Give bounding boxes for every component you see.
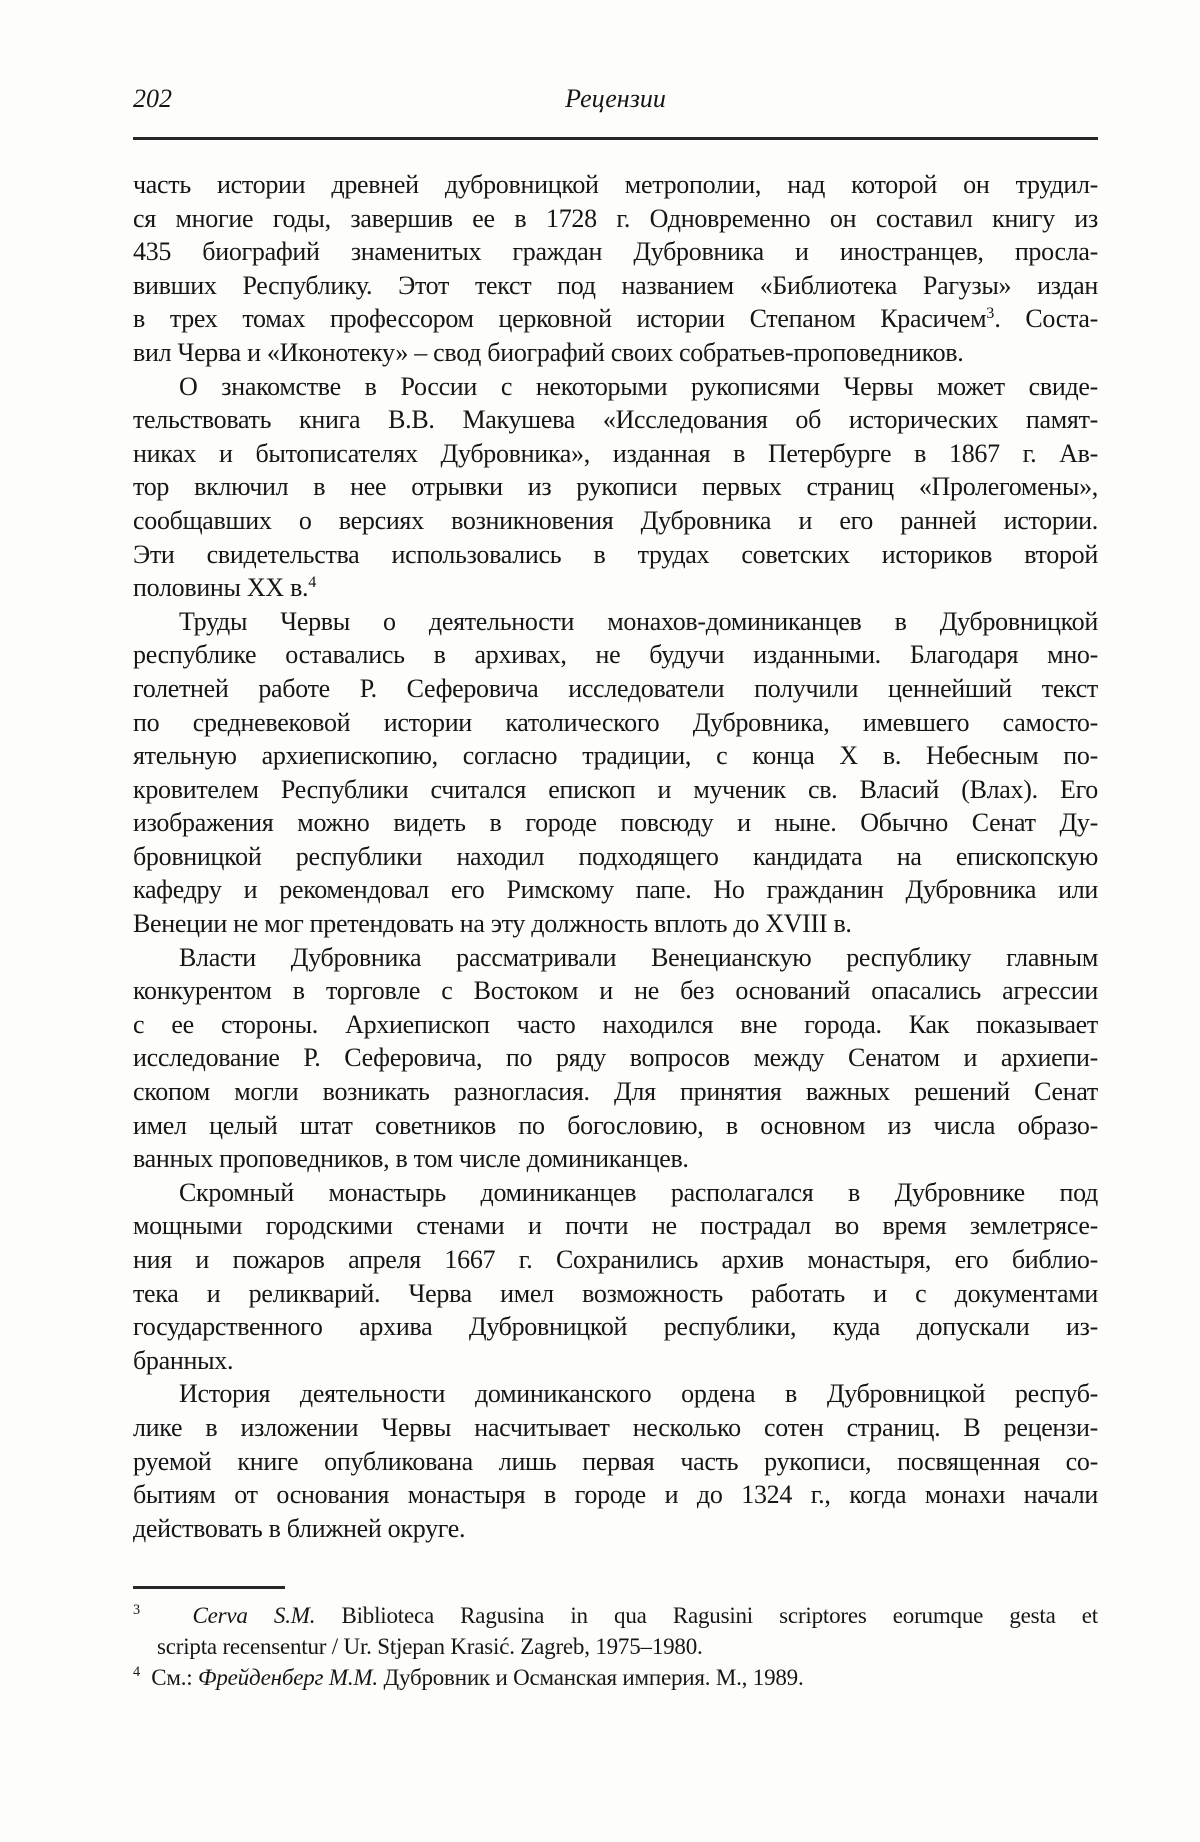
body-line-text: бытиям от основания монастыря в городе и до 1324 г., когда монахи начали — [133, 1480, 1098, 1510]
body-line-text: Труды Червы о деятельности монахов-доминиканцев в Дубровницкой — [179, 606, 1098, 636]
body-line-text: никах и бытописателях Дубровника», изданная в Петербурге в 1867 г. Ав- — [133, 438, 1098, 468]
body-line-text: 435 биографий знаменитых граждан Дубровника и иностранцев, просла- — [133, 237, 1098, 267]
footnote-4-text: Дубровник и Османская империя. М., 1989. — [377, 1665, 804, 1690]
body-line — [133, 168, 1098, 202]
body-line-text: часть истории древней дубровницкой метрополии, над которой он трудил- — [133, 170, 1098, 199]
body-line-text: тор включил в нее отрывки из рукописи первых страниц «Пролегомены», — [133, 472, 1098, 502]
body-line — [133, 403, 1098, 437]
body-line — [133, 370, 1098, 404]
footnote-separator-rule — [133, 1586, 285, 1589]
body-line — [133, 1445, 1098, 1479]
body-line — [133, 1109, 1098, 1143]
body-line-text: конкурентом в торговле с Востоком и не без оснований опасались агрессии — [133, 976, 1098, 1006]
footnote-3-line-2: scripta recensentur / Ur. Stjepan Krasić. Zagreb, 1975–1980. — [157, 1634, 703, 1659]
body-line-text: изображения можно видеть в городе повсюду и ныне. Обычно Сенат Ду- — [133, 808, 1098, 838]
body-line-text: голетней работе Р. Сеферовича исследователи получили ценнейший текст — [133, 673, 1098, 703]
body-line-text: вивших Республику. Этот текст под названием «Библиотека Рагузы» издан — [133, 270, 1098, 300]
body-line — [133, 840, 1098, 874]
body-line — [133, 538, 1098, 572]
body-line — [133, 1478, 1098, 1512]
body-line — [133, 672, 1098, 706]
body-line — [133, 504, 1098, 538]
body-line-text: государственного архива Дубровницкой республики, куда допускали из- — [133, 1312, 1098, 1342]
footnote-4-prefix: См.: — [151, 1665, 199, 1690]
body-line — [133, 974, 1098, 1008]
footnote-4-marker: 4 — [133, 1664, 141, 1680]
body-line — [133, 605, 1098, 639]
body-line-text: скопом могли возникать разногласия. Для принятия важных решений Сенат — [133, 1077, 1098, 1107]
body-line — [133, 1243, 1098, 1277]
body-line — [133, 1310, 1098, 1344]
body-line-text: ванных проповедников, в том числе доминиканцев. — [133, 1144, 689, 1174]
body-line-text: бранных. — [133, 1345, 234, 1375]
body-line — [133, 336, 1098, 370]
body-line-text: кафедру и рекомендовал его Римскому папе. Но гражданин Дубровника или — [133, 875, 1098, 905]
body-line-text: мощными городскими стенами и почти не пострадал во время землетрясе- — [133, 1211, 1098, 1241]
body-line-text: История деятельности доминиканского ордена в Дубровницкой респуб- — [179, 1379, 1098, 1409]
body-line — [133, 235, 1098, 269]
body-line — [133, 1344, 1098, 1378]
body-line-text: Венеции не мог претендовать на эту должность вплоть до XVIII в. — [133, 909, 852, 939]
body-line — [133, 907, 1098, 941]
body-line — [133, 1411, 1098, 1445]
body-line-text: Власти Дубровника рассматривали Венецианскую республику главным — [179, 942, 1098, 972]
footnote-4-line — [133, 1662, 1098, 1693]
body-line-text: тельствовать книга В.В. Макушева «Исследования об исторических памят- — [133, 405, 1098, 435]
body-line-text: с ее стороны. Архиепископ часто находился вне города. Как показывает — [133, 1009, 1098, 1039]
footnote-3-marker: 3 — [133, 1602, 141, 1618]
footnote-4-author: Фрейденберг М.М. — [198, 1665, 378, 1690]
header-rule — [133, 137, 1098, 140]
body-line — [133, 638, 1098, 672]
footnote-reference: 3 — [986, 305, 995, 323]
body-line — [133, 1277, 1098, 1311]
body-line — [133, 873, 1098, 907]
body-line — [133, 470, 1098, 504]
running-head — [133, 84, 1098, 118]
body-line — [133, 773, 1098, 807]
body-line-text: тека и реликварий. Черва имел возможность работать и с документами — [133, 1278, 1098, 1308]
body-line-text: в трех томах профессором церковной истории Степаном Красичем — [133, 304, 987, 334]
body-line — [133, 739, 1098, 773]
body-line — [133, 941, 1098, 975]
body-line — [133, 1512, 1098, 1546]
body-line-text: О знакомстве в России с некоторыми рукописями Червы может свиде- — [179, 371, 1098, 401]
footnote-3-text: Biblioteca Ragusina in qua Ragusini scriptores eorumque gesta et — [315, 1603, 1098, 1628]
running-head-title: Рецензии — [565, 84, 666, 113]
body-line-text: половины XX в. — [133, 573, 309, 603]
body-line-text: кровителем Республики считался епископ и мученик св. Власий (Влах). Его — [133, 774, 1098, 804]
body-line — [133, 1209, 1098, 1243]
body-line-text: ния и пожаров апреля 1667 г. Сохранились архив монастыря, его библио- — [133, 1245, 1098, 1274]
body-line-text: по средневековой истории католического Дубровника, имевшего самосто- — [133, 707, 1098, 737]
body-line — [133, 1075, 1098, 1109]
body-line-text: . Соста- — [994, 304, 1098, 334]
body-line-text: Эти свидетельства использовались в трудах советских историков второй — [133, 539, 1098, 569]
footnote-reference: 4 — [308, 574, 317, 592]
footnote-3-author: Cerva S.M. — [192, 1603, 316, 1628]
body-line-text: бровницкой республики находил подходящего кандидата на епископскую — [133, 841, 1098, 871]
body-line — [133, 1377, 1098, 1411]
body-line — [133, 269, 1098, 303]
body-line — [133, 1176, 1098, 1210]
body-line-text: действовать в ближней округе. — [133, 1513, 466, 1543]
body-line-text: республике оставались в архивах, не будучи изданными. Благодаря мно- — [133, 640, 1098, 670]
body-line-text: вил Черва и «Иконотеку» – свод биографий своих собратьев-проповедников. — [133, 337, 964, 367]
body-line — [133, 302, 1098, 336]
body-line — [133, 1008, 1098, 1042]
body-line — [133, 437, 1098, 471]
body-line-text: сообщавших о версиях возникновения Дубровника и его ранней истории. — [133, 505, 1098, 535]
body-line — [133, 1142, 1098, 1176]
body-line-text: имел целый штат советников по богословию, в основном из числа образо- — [133, 1110, 1098, 1140]
body-line — [133, 571, 1098, 605]
body-line — [133, 1041, 1098, 1075]
body-line-text: ятельную архиепископию, согласно традиции, с конца X в. Небесным по- — [133, 741, 1098, 771]
footnote-3-line-1 — [133, 1600, 1098, 1631]
body-line-text: ся многие годы, завершив ее в 1728 г. Одновременно он составил книгу из — [133, 203, 1098, 233]
body-line — [133, 806, 1098, 840]
body-line — [133, 202, 1098, 236]
footnotes — [133, 1600, 1098, 1693]
page-number: 202 — [133, 84, 172, 113]
body-text — [133, 168, 1098, 1545]
body-line-text: исследование Р. Сеферовича, по ряду вопросов между Сенатом и архиепи- — [133, 1043, 1098, 1073]
body-line-text: руемой книге опубликована лишь первая часть рукописи, посвященная со- — [133, 1446, 1098, 1476]
body-line-text: Скромный монастырь доминиканцев располагался в Дубровнике под — [179, 1177, 1098, 1207]
body-line-text: лике в изложении Червы насчитывает несколько сотен страниц. В рецензи- — [133, 1412, 1098, 1442]
body-line — [133, 706, 1098, 740]
